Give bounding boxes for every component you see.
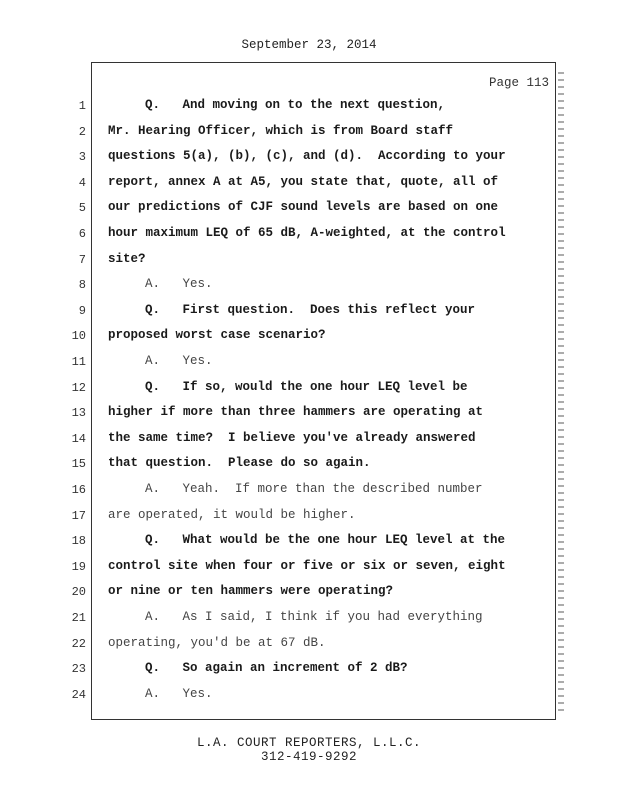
transcript-line: the same time? I believe you've already answered [108,431,476,445]
line-number: 13 [71,406,86,420]
line-number: 21 [71,611,86,625]
page-number: Page 113 [488,76,549,90]
transcript-line: A. Yes. [145,354,213,368]
line-number: 18 [71,534,86,548]
transcript-line: higher if more than three hammers are operating at [108,405,484,419]
line-number: 3 [78,150,86,164]
line-number: 1 [78,99,86,113]
transcript-line: are operated, it would be higher. [108,508,356,522]
margin-dash-rule [558,72,564,712]
line-number: 10 [71,329,86,343]
line-number: 7 [78,253,86,267]
transcript-line: our predictions of CJF sound levels are based on one [108,200,499,214]
transcript-line: operating, you'd be at 67 dB. [108,636,326,650]
line-number: 11 [71,355,86,369]
line-number: 2 [78,125,86,139]
transcript-line: Mr. Hearing Officer, which is from Board staff [108,124,454,138]
transcript-line: Q. And moving on to the next question, [145,98,446,112]
transcript-line: that question. Please do so again. [108,456,371,470]
transcript-line: questions 5(a), (b), (c), and (d). According to your [108,149,506,163]
line-number: 24 [71,688,86,702]
line-number: 6 [78,227,86,241]
line-number: 14 [71,432,86,446]
transcript-line: Q. If so, would the one hour LEQ level be [145,380,468,394]
transcript-line: proposed worst case scenario? [108,328,326,342]
transcript-line: or nine or ten hammers were operating? [108,584,394,598]
transcript-line: A. Yes. [145,687,213,701]
line-number: 17 [71,509,86,523]
line-number: 4 [78,176,86,190]
transcript-date: September 23, 2014 [241,38,377,52]
line-number: 9 [78,304,86,318]
transcript-line: site? [108,252,146,266]
footer-company: L.A. COURT REPORTERS, L.L.C. [196,736,422,750]
footer-phone: 312-419-9292 [260,750,357,764]
line-number: 15 [71,457,86,471]
line-number: 23 [71,662,86,676]
transcript-line: A. Yes. [145,277,213,291]
transcript-line: Q. So again an increment of 2 dB? [145,661,408,675]
transcript-line: Q. First question. Does this reflect your [145,303,476,317]
line-number: 5 [78,201,86,215]
transcript-line: A. Yeah. If more than the described number [145,482,483,496]
line-number: 19 [71,560,86,574]
transcript-line: control site when four or five or six or seven, eight [108,559,506,573]
line-number: 16 [71,483,86,497]
transcript-line: report, annex A at A5, you state that, quote, all of [108,175,499,189]
transcript-line: A. As I said, I think if you had everything [145,610,483,624]
transcript-line: hour maximum LEQ of 65 dB, A-weighted, at the control [108,226,506,240]
transcript-line: Q. What would be the one hour LEQ level at the [145,533,506,547]
line-number: 20 [71,585,86,599]
line-number: 8 [78,278,86,292]
line-number: 22 [71,637,86,651]
line-number: 12 [71,381,86,395]
